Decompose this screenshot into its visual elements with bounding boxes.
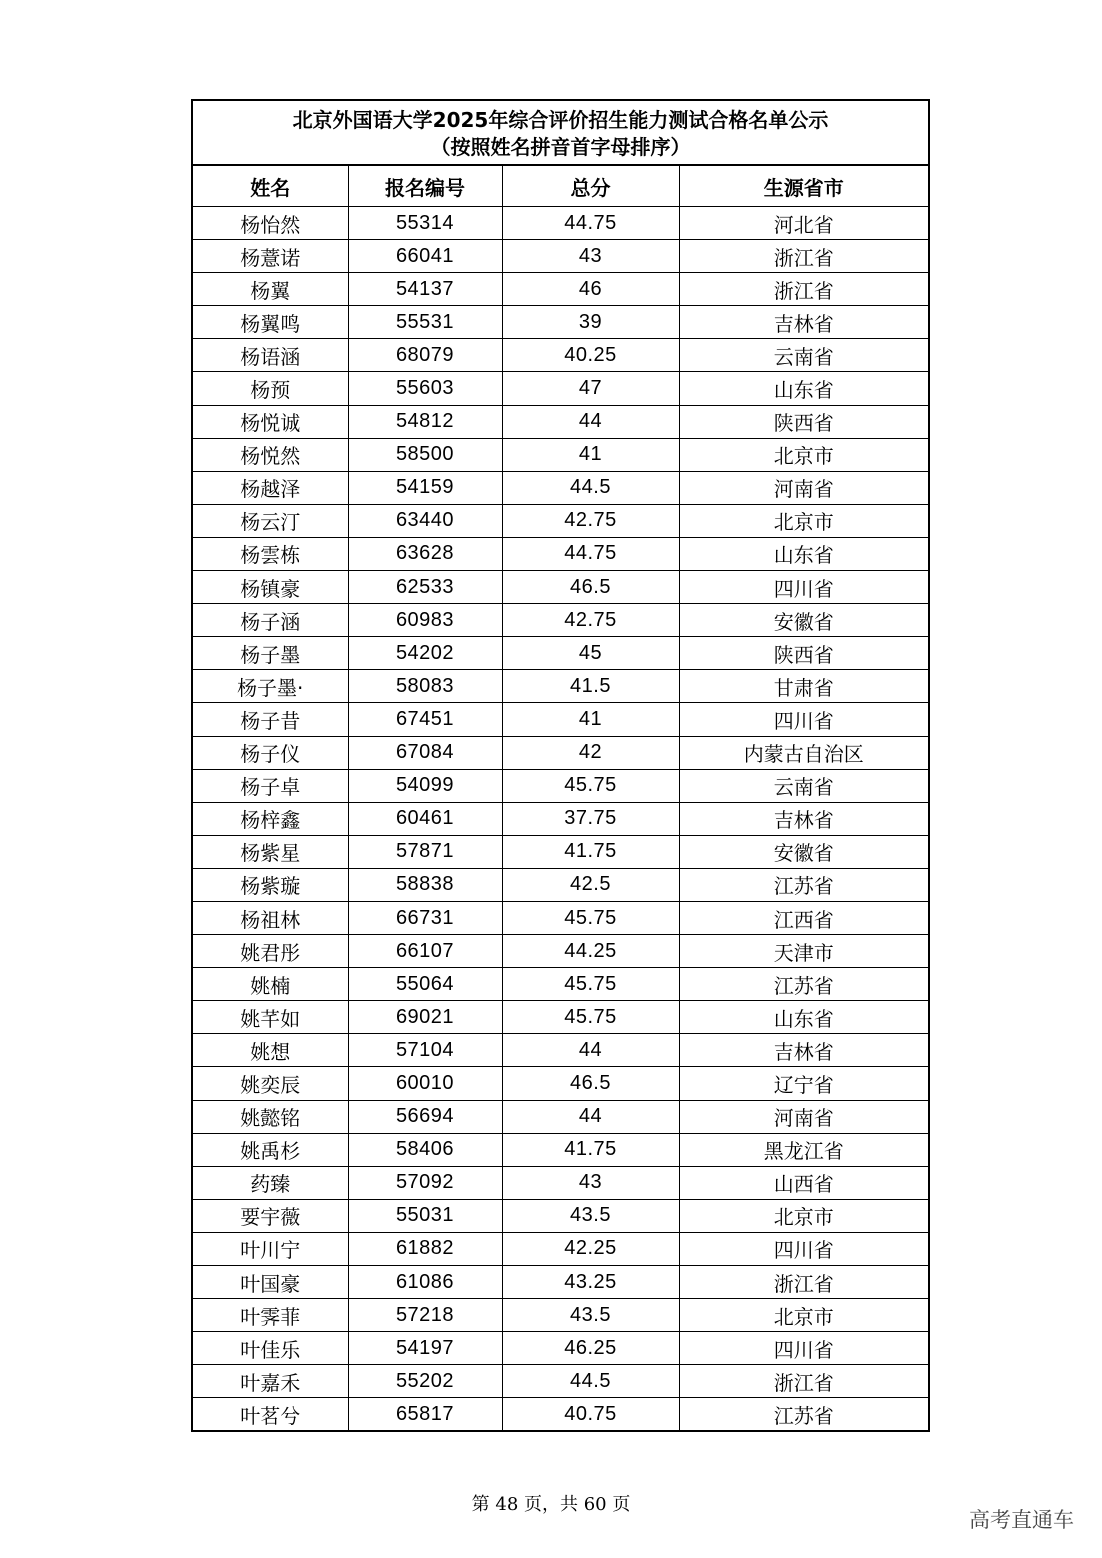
table-row	[193, 1133, 928, 1166]
cell-registration-number: 57871	[348, 835, 502, 868]
cell-registration-number: 55031	[348, 1199, 502, 1232]
header-province: 生源省市	[679, 166, 928, 207]
cell-total-score: 43	[502, 1166, 679, 1199]
cell-name: 杨子墨·	[193, 670, 348, 703]
cell-name: 杨子墨	[193, 637, 348, 670]
cell-total-score: 42.75	[502, 604, 679, 637]
cell-registration-number: 58500	[348, 438, 502, 471]
table-row	[193, 1332, 928, 1365]
table-row	[193, 1001, 928, 1034]
cell-province: 河南省	[679, 1100, 928, 1133]
table-row	[193, 604, 928, 637]
cell-name: 杨怡然	[193, 207, 348, 240]
table-row	[193, 935, 928, 968]
cell-total-score: 43	[502, 240, 679, 273]
cell-name: 杨紫璇	[193, 868, 348, 901]
cell-registration-number: 54812	[348, 405, 502, 438]
admission-list-table-frame	[191, 99, 930, 1432]
cell-registration-number: 63628	[348, 537, 502, 570]
header-registration-number: 报名编号	[348, 166, 502, 207]
cell-registration-number: 55064	[348, 968, 502, 1001]
cell-province: 北京市	[679, 1299, 928, 1332]
cell-province: 河北省	[679, 207, 928, 240]
cell-province: 山西省	[679, 1166, 928, 1199]
cell-total-score: 46.25	[502, 1332, 679, 1365]
cell-total-score: 46.5	[502, 1067, 679, 1100]
cell-total-score: 44.25	[502, 935, 679, 968]
cell-name: 杨子卓	[193, 769, 348, 802]
cell-name: 杨语涵	[193, 339, 348, 372]
cell-province: 吉林省	[679, 306, 928, 339]
cell-total-score: 41	[502, 703, 679, 736]
cell-total-score: 37.75	[502, 802, 679, 835]
table-row	[193, 802, 928, 835]
cell-name: 杨翼	[193, 273, 348, 306]
cell-province: 天津市	[679, 935, 928, 968]
table-header-row	[193, 166, 928, 207]
table-row	[193, 306, 928, 339]
cell-total-score: 45.75	[502, 968, 679, 1001]
cell-registration-number: 54137	[348, 273, 502, 306]
table-row	[193, 571, 928, 604]
cell-total-score: 40.25	[502, 339, 679, 372]
table-row	[193, 1199, 928, 1232]
cell-registration-number: 61882	[348, 1232, 502, 1265]
table-title-block	[193, 101, 928, 166]
table-row	[193, 736, 928, 769]
cell-total-score: 43.5	[502, 1299, 679, 1332]
cell-total-score: 44	[502, 405, 679, 438]
table-row	[193, 769, 928, 802]
cell-name: 杨子仪	[193, 736, 348, 769]
cell-name: 药臻	[193, 1166, 348, 1199]
cell-province: 陕西省	[679, 405, 928, 438]
cell-registration-number: 65817	[348, 1398, 502, 1431]
cell-province: 山东省	[679, 537, 928, 570]
cell-registration-number: 55202	[348, 1365, 502, 1398]
cell-province: 辽宁省	[679, 1067, 928, 1100]
cell-total-score: 41.75	[502, 835, 679, 868]
cell-total-score: 44.5	[502, 471, 679, 504]
cell-total-score: 47	[502, 372, 679, 405]
cell-total-score: 42.75	[502, 504, 679, 537]
watermark: 高考直通车	[969, 1508, 1074, 1532]
table-row	[193, 1266, 928, 1299]
cell-province: 吉林省	[679, 1034, 928, 1067]
cell-registration-number: 58083	[348, 670, 502, 703]
cell-total-score: 42	[502, 736, 679, 769]
cell-name: 叶佳乐	[193, 1332, 348, 1365]
table-row	[193, 968, 928, 1001]
cell-name: 杨祖林	[193, 901, 348, 934]
table-row	[193, 438, 928, 471]
table-row	[193, 405, 928, 438]
table-title: 北京外国语大学2025年综合评价招生能力测试合格名单公示	[292, 108, 829, 132]
table-row	[193, 537, 928, 570]
cell-registration-number: 67451	[348, 703, 502, 736]
cell-registration-number: 60010	[348, 1067, 502, 1100]
cell-total-score: 43.25	[502, 1266, 679, 1299]
table-row	[193, 1034, 928, 1067]
table-subtitle: （按照姓名拼音首字母排序）	[430, 135, 691, 159]
cell-total-score: 44.5	[502, 1365, 679, 1398]
cell-registration-number: 62533	[348, 571, 502, 604]
cell-total-score: 45	[502, 637, 679, 670]
cell-province: 山东省	[679, 372, 928, 405]
table-row	[193, 372, 928, 405]
cell-registration-number: 57218	[348, 1299, 502, 1332]
cell-province: 四川省	[679, 1232, 928, 1265]
cell-total-score: 44	[502, 1034, 679, 1067]
table-row	[193, 339, 928, 372]
cell-registration-number: 63440	[348, 504, 502, 537]
cell-total-score: 46	[502, 273, 679, 306]
cell-name: 杨翼鸣	[193, 306, 348, 339]
cell-total-score: 45.75	[502, 769, 679, 802]
cell-registration-number: 54197	[348, 1332, 502, 1365]
cell-name: 杨梓鑫	[193, 802, 348, 835]
cell-name: 杨悦然	[193, 438, 348, 471]
cell-province: 四川省	[679, 1332, 928, 1365]
cell-registration-number: 60461	[348, 802, 502, 835]
cell-total-score: 44	[502, 1100, 679, 1133]
table-row	[193, 504, 928, 537]
table-row	[193, 1166, 928, 1199]
cell-total-score: 40.75	[502, 1398, 679, 1431]
cell-province: 陕西省	[679, 637, 928, 670]
table-row	[193, 1299, 928, 1332]
cell-registration-number: 57104	[348, 1034, 502, 1067]
cell-province: 浙江省	[679, 1266, 928, 1299]
cell-name: 姚君彤	[193, 935, 348, 968]
cell-province: 黑龙江省	[679, 1133, 928, 1166]
table-row	[193, 1100, 928, 1133]
cell-name: 杨镇豪	[193, 571, 348, 604]
cell-total-score: 46.5	[502, 571, 679, 604]
cell-name: 杨子涵	[193, 604, 348, 637]
cell-province: 北京市	[679, 438, 928, 471]
cell-name: 姚芊如	[193, 1001, 348, 1034]
cell-name: 杨雲栋	[193, 537, 348, 570]
cell-total-score: 44.75	[502, 537, 679, 570]
cell-name: 杨云汀	[193, 504, 348, 537]
cell-province: 云南省	[679, 339, 928, 372]
cell-province: 江苏省	[679, 968, 928, 1001]
cell-province: 浙江省	[679, 240, 928, 273]
cell-name: 姚禹杉	[193, 1133, 348, 1166]
cell-province: 甘肃省	[679, 670, 928, 703]
cell-total-score: 41	[502, 438, 679, 471]
table-row	[193, 670, 928, 703]
cell-name: 叶嘉禾	[193, 1365, 348, 1398]
admission-list-table	[193, 166, 928, 1430]
table-body	[193, 207, 928, 1431]
cell-province: 安徽省	[679, 604, 928, 637]
cell-registration-number: 54159	[348, 471, 502, 504]
cell-name: 杨预	[193, 372, 348, 405]
cell-total-score: 44.75	[502, 207, 679, 240]
cell-registration-number: 55531	[348, 306, 502, 339]
cell-name: 杨悦诚	[193, 405, 348, 438]
table-row	[193, 1398, 928, 1431]
cell-name: 姚楠	[193, 968, 348, 1001]
cell-registration-number: 66041	[348, 240, 502, 273]
header-name: 姓名	[193, 166, 348, 207]
cell-name: 姚想	[193, 1034, 348, 1067]
cell-registration-number: 68079	[348, 339, 502, 372]
cell-province: 安徽省	[679, 835, 928, 868]
cell-name: 要宇薇	[193, 1199, 348, 1232]
header-total-score: 总分	[502, 166, 679, 207]
table-row	[193, 1067, 928, 1100]
cell-province: 内蒙古自治区	[679, 736, 928, 769]
cell-name: 杨子昔	[193, 703, 348, 736]
cell-province: 江苏省	[679, 1398, 928, 1431]
cell-province: 四川省	[679, 571, 928, 604]
cell-province: 山东省	[679, 1001, 928, 1034]
table-row	[193, 835, 928, 868]
cell-province: 北京市	[679, 1199, 928, 1232]
cell-total-score: 42.5	[502, 868, 679, 901]
cell-name: 杨紫星	[193, 835, 348, 868]
cell-name: 叶川宁	[193, 1232, 348, 1265]
cell-registration-number: 58406	[348, 1133, 502, 1166]
cell-registration-number: 66731	[348, 901, 502, 934]
cell-total-score: 42.25	[502, 1232, 679, 1265]
cell-registration-number: 54099	[348, 769, 502, 802]
cell-registration-number: 67084	[348, 736, 502, 769]
table-row	[193, 207, 928, 240]
cell-registration-number: 54202	[348, 637, 502, 670]
cell-registration-number: 56694	[348, 1100, 502, 1133]
cell-name: 叶国豪	[193, 1266, 348, 1299]
cell-name: 姚懿铭	[193, 1100, 348, 1133]
cell-registration-number: 57092	[348, 1166, 502, 1199]
cell-registration-number: 60983	[348, 604, 502, 637]
cell-registration-number: 55603	[348, 372, 502, 405]
cell-province: 浙江省	[679, 1365, 928, 1398]
cell-province: 吉林省	[679, 802, 928, 835]
cell-total-score: 45.75	[502, 901, 679, 934]
table-row	[193, 1232, 928, 1265]
table-row	[193, 703, 928, 736]
table-row	[193, 901, 928, 934]
cell-registration-number: 69021	[348, 1001, 502, 1034]
table-row	[193, 273, 928, 306]
cell-total-score: 41.75	[502, 1133, 679, 1166]
cell-name: 杨越泽	[193, 471, 348, 504]
cell-province: 江苏省	[679, 868, 928, 901]
cell-registration-number: 58838	[348, 868, 502, 901]
cell-registration-number: 61086	[348, 1266, 502, 1299]
cell-province: 浙江省	[679, 273, 928, 306]
cell-province: 四川省	[679, 703, 928, 736]
cell-total-score: 39	[502, 306, 679, 339]
cell-total-score: 45.75	[502, 1001, 679, 1034]
table-row	[193, 1365, 928, 1398]
table-row	[193, 637, 928, 670]
table-row	[193, 240, 928, 273]
cell-total-score: 41.5	[502, 670, 679, 703]
cell-name: 叶霁菲	[193, 1299, 348, 1332]
cell-name: 姚奕辰	[193, 1067, 348, 1100]
cell-province: 云南省	[679, 769, 928, 802]
cell-name: 叶茗兮	[193, 1398, 348, 1431]
cell-province: 北京市	[679, 504, 928, 537]
cell-province: 河南省	[679, 471, 928, 504]
table-row	[193, 868, 928, 901]
cell-total-score: 43.5	[502, 1199, 679, 1232]
cell-registration-number: 66107	[348, 935, 502, 968]
cell-name: 杨薏诺	[193, 240, 348, 273]
cell-province: 江西省	[679, 901, 928, 934]
table-row	[193, 471, 928, 504]
page-number: 第 48 页，共 60 页	[471, 1494, 631, 1515]
cell-registration-number: 55314	[348, 207, 502, 240]
